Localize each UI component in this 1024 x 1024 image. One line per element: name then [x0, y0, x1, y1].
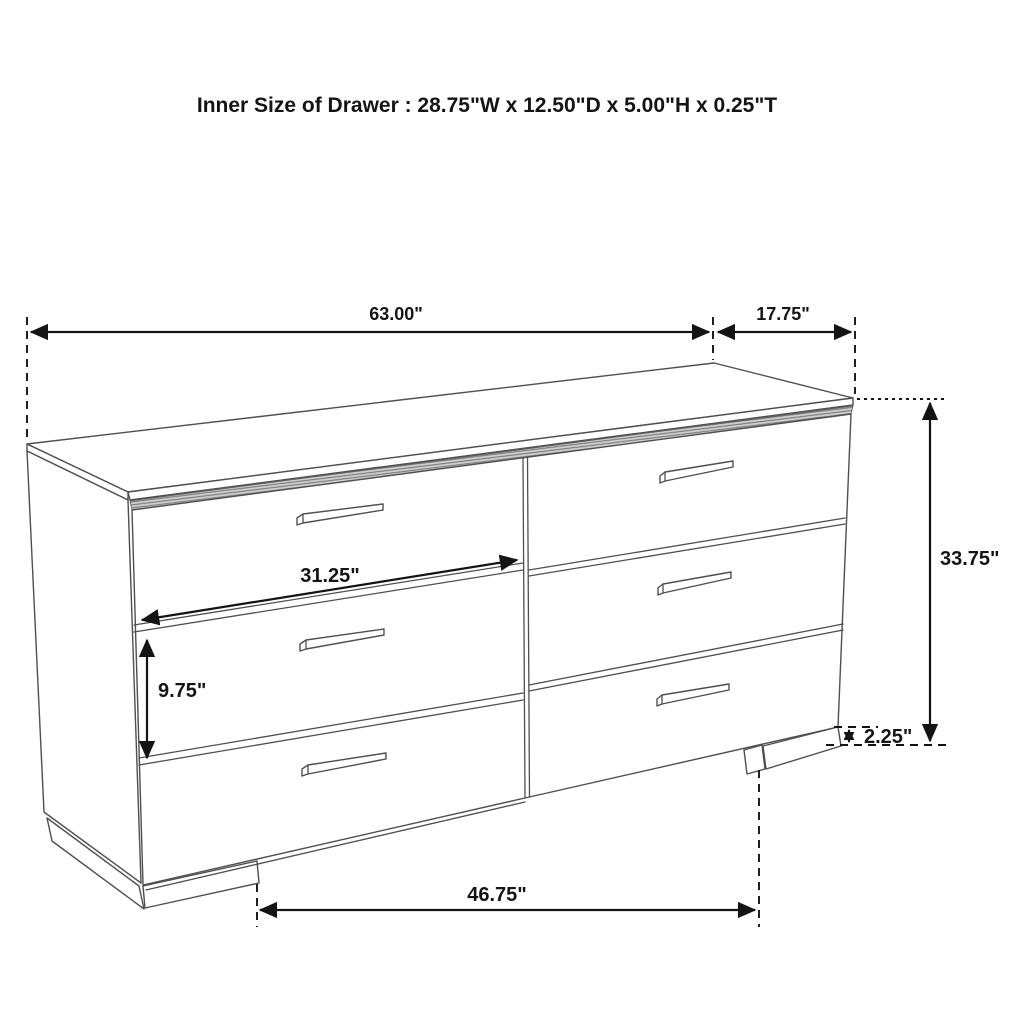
page-title: Inner Size of Drawer : 28.75"W x 12.50"D x 5.00"H x 0.25"T: [196, 94, 778, 117]
dresser-drawing: [27, 363, 853, 909]
side-panel: [27, 451, 141, 883]
right-foot: [744, 745, 765, 774]
base-height-label: 2.25": [864, 726, 913, 748]
overall-width-label: 63.00": [369, 304, 423, 324]
drawer-height-label: 9.75": [158, 680, 207, 702]
drawer-width-label: 31.25": [300, 565, 360, 587]
leg-spacing-label: 46.75": [467, 884, 527, 906]
top-depth-label: 17.75": [756, 304, 810, 324]
overall-height-label: 33.75": [940, 548, 1000, 570]
